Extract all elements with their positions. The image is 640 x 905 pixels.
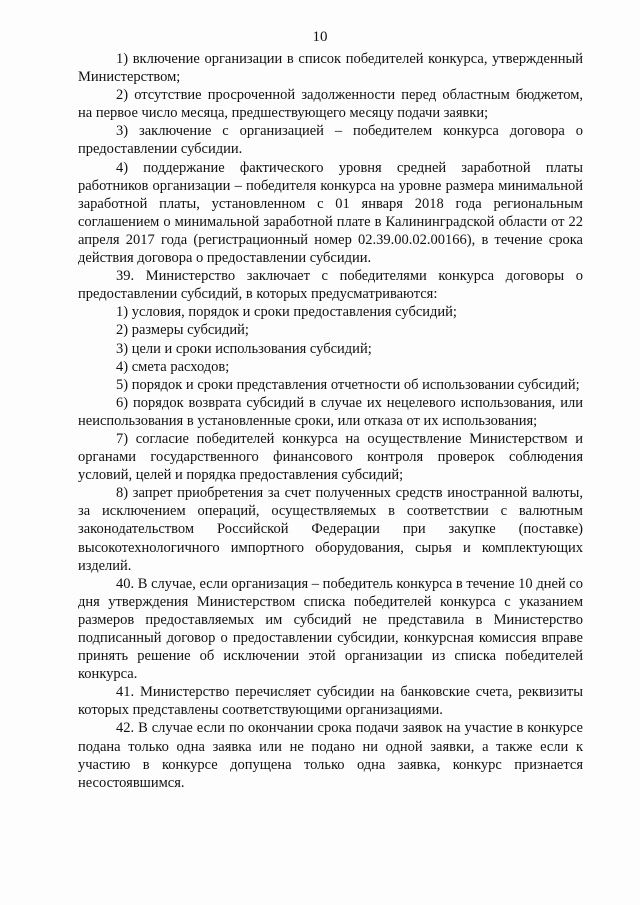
paragraph-clause-39-item-2: 2) размеры субсидий;	[116, 322, 249, 339]
paragraph-clause-39-item-8: 8) запрет приобретения за счет полученных средств иностранной валюты, за исключением операций, осуществляемых в соответствии с валютным законодательством Российской Федерации при закупке (поставке) высокотехнологичного импортного оборудования, сырья и комплектующих изделий.	[78, 485, 583, 574]
paragraph-item-1-inclusion-in-winners-list: 1) включение организации в список победителей конкурса, утвержденный Министерством;	[78, 51, 583, 86]
paragraph-clause-42: 42. В случае если по окончании срока подачи заявок на участие в конкурсе подана только одна заявка или не подано ни одной заявки, а также если к участию в конкурсе допущена только одна заявка, конкурс признается несостоявшимся.	[78, 720, 583, 791]
paragraph-item-3-contract-conclusion: 3) заключение с организацией – победителем конкурса договора о предоставлении субсидии.	[78, 123, 583, 158]
paragraph-clause-41: 41. Министерство перечисляет субсидии на банковские счета, реквизиты которых представлены соответствующими организациями.	[78, 684, 583, 719]
paragraph-clause-39-item-1: 1) условия, порядок и сроки предоставления субсидий;	[116, 304, 457, 321]
paragraph-item-2-no-overdue-debt: 2) отсутствие просроченной задолженности перед областным бюджетом, на первое число месяца, предшествующего месяцу подачи заявки;	[78, 87, 583, 122]
paragraph-clause-40: 40. В случае, если организация – победитель конкурса в течение 10 дней со дня утверждения Министерством списка победителей конкурса с указанием размеров предоставляемых им субсидий не представила в Министерство подписанный договор о предоставлении субсидии, конкурсная комиссия вправе принять решение об исключении этой организации из списка победителей конкурса.	[78, 575, 583, 683]
paragraph-item-4-minimum-wage-level: 4) поддержание фактического уровня средней заработной платы работников организации – победителя конкурса на уровне размера минимальной заработной платы, установленном с 01 января 2018 года региональным соглашением о минимальной заработной плате в Калининградской области от 22 апреля 2017 года (регистрационный номер 02.39.00.02.00166), в течение срока действия договора о предоставлении субсидии.	[78, 159, 583, 267]
paragraph-clause-39-item-4: 4) смета расходов;	[116, 358, 230, 375]
paragraph-clause-39-item-3: 3) цели и сроки использования субсидий;	[116, 340, 372, 357]
paragraph-clause-39: 39. Министерство заключает с победителями конкурса договоры о предоставлении субсидий, в которых предусматриваются:	[78, 268, 583, 303]
paragraph-clause-39-item-5: 5) порядок и сроки представления отчетности об использовании субсидий;	[116, 376, 580, 393]
paragraph-clause-39-item-6: 6) порядок возврата субсидий в случае их нецелевого использования, или неиспользования в установленные сроки, или отказа от их использования;	[78, 394, 583, 429]
page-number: 10	[312, 29, 328, 45]
paragraph-clause-39-item-7: 7) согласие победителей конкурса на осуществление Министерством и органами государственного финансового контроля проверок соблюдения условий, целей и порядка предоставления субсидий;	[78, 430, 583, 484]
document-body	[78, 50, 583, 792]
